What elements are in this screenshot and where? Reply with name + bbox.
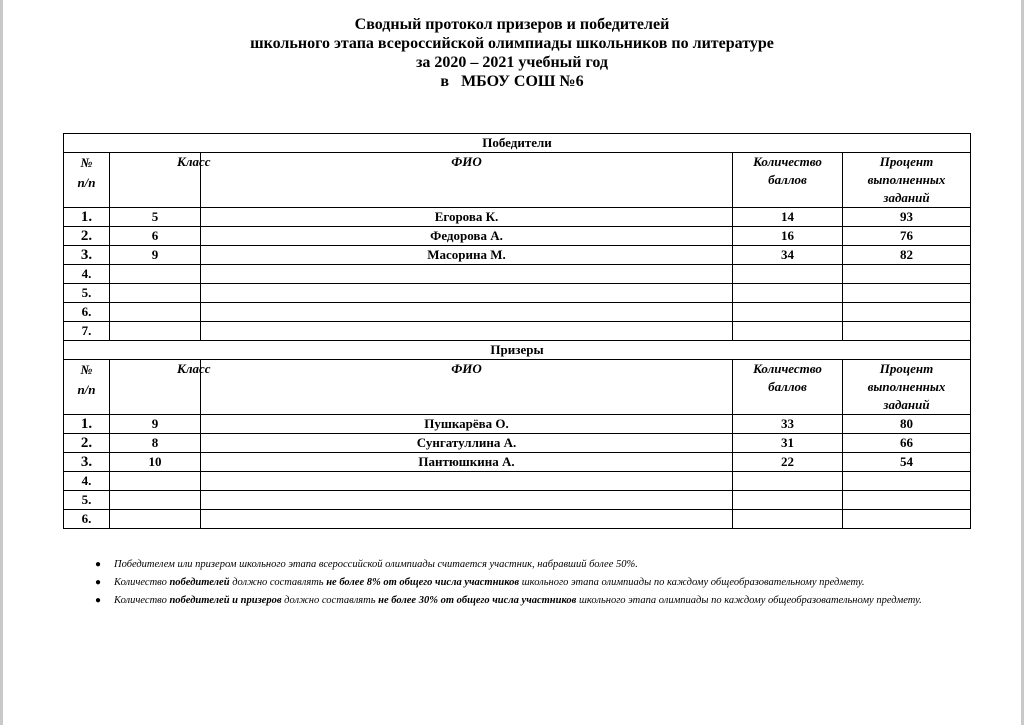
row-score: 14 [733, 208, 843, 227]
title-line-1: Сводный протокол призеров и победителей [354, 16, 670, 33]
row-fio [201, 303, 733, 322]
prizewinners-column-header [64, 360, 971, 415]
col-num-header: № п/п [64, 153, 110, 208]
bullet-icon: ● [95, 559, 102, 570]
row-fio: Сунгатуллина А. [201, 434, 733, 453]
winners-column-header [64, 153, 971, 208]
note-emphasis: не более 8% от общего числа участников [326, 577, 520, 588]
row-fio: Масорина М. [201, 246, 733, 265]
title-line-4: в МБОУ СОШ №6 [440, 73, 584, 90]
note-text: Количество [114, 577, 170, 588]
row-class [110, 322, 201, 341]
row-fio: Федорова А. [201, 227, 733, 246]
row-class [110, 472, 201, 491]
row-score: 33 [733, 415, 843, 434]
row-number: 2. [64, 434, 110, 453]
row-score [733, 322, 843, 341]
row-number: 3. [64, 453, 110, 472]
title-line-2: школьного этапа всероссийской олимпиады школьников по литературе [250, 35, 774, 52]
table-row [64, 303, 971, 322]
row-fio [201, 265, 733, 284]
row-number: 5. [64, 491, 110, 510]
row-fio: Пушкарёва О. [201, 415, 733, 434]
note-item [95, 593, 955, 609]
bullet-icon: ● [95, 595, 102, 606]
row-class [110, 303, 201, 322]
document-title [0, 15, 1024, 91]
note-text: Победителем или призером школьного этапа всероссийской олимпиады считается участник, набравший более 50%. [114, 559, 638, 570]
note-text: школьного этапа олимпиады по каждому общеобразовательному предмету. [519, 577, 865, 588]
row-class [110, 510, 201, 529]
row-fio [201, 472, 733, 491]
table-row [64, 472, 971, 491]
row-score: 31 [733, 434, 843, 453]
note-item [95, 557, 955, 573]
row-class: 10 [110, 453, 201, 472]
table-row [64, 434, 971, 453]
row-score: 16 [733, 227, 843, 246]
prizewinners-section [64, 341, 971, 529]
col-class-header: Класс [110, 153, 201, 208]
row-score: 22 [733, 453, 843, 472]
col-fio-header: ФИО [201, 153, 733, 208]
row-percent [843, 472, 971, 491]
table-row [64, 246, 971, 265]
row-score [733, 510, 843, 529]
table-row [64, 322, 971, 341]
table-row [64, 510, 971, 529]
note-text: Количество [114, 595, 170, 606]
row-percent: 80 [843, 415, 971, 434]
row-percent: 54 [843, 453, 971, 472]
row-number: 6. [64, 303, 110, 322]
row-class [110, 284, 201, 303]
note-emphasis: победителей [169, 577, 230, 588]
results-table [63, 133, 971, 529]
row-percent [843, 491, 971, 510]
row-percent: 93 [843, 208, 971, 227]
row-number: 6. [64, 510, 110, 529]
row-percent: 66 [843, 434, 971, 453]
row-number: 4. [64, 472, 110, 491]
row-class [110, 491, 201, 510]
note-text: должно составлять [229, 577, 327, 588]
prizewinners-heading: Призеры [64, 341, 971, 360]
row-number: 3. [64, 246, 110, 265]
row-number: 2. [64, 227, 110, 246]
page-left-edge [0, 0, 3, 725]
row-percent [843, 510, 971, 529]
col-class-header: Класс [110, 360, 201, 415]
row-score: 34 [733, 246, 843, 265]
row-percent [843, 265, 971, 284]
table-row [64, 265, 971, 284]
row-class: 9 [110, 246, 201, 265]
row-number: 7. [64, 322, 110, 341]
table-row [64, 415, 971, 434]
notes-list [95, 557, 955, 611]
row-score [733, 303, 843, 322]
table-row [64, 453, 971, 472]
col-num-header: № п/п [64, 360, 110, 415]
row-number: 4. [64, 265, 110, 284]
row-percent [843, 322, 971, 341]
row-number: 1. [64, 208, 110, 227]
row-score [733, 491, 843, 510]
row-class: 8 [110, 434, 201, 453]
title-line-3: за 2020 – 2021 учебный год [416, 54, 608, 71]
col-score-header: Количество баллов [733, 360, 843, 415]
table-row [64, 208, 971, 227]
row-percent [843, 303, 971, 322]
row-number: 1. [64, 415, 110, 434]
note-text: должно составлять [281, 595, 379, 606]
row-score [733, 265, 843, 284]
col-pct-header: Процент выполненных заданий [843, 360, 971, 415]
row-fio [201, 510, 733, 529]
row-percent [843, 284, 971, 303]
row-score [733, 284, 843, 303]
note-emphasis: победителей и призеров [169, 595, 282, 606]
row-score [733, 472, 843, 491]
row-class: 5 [110, 208, 201, 227]
table-row [64, 227, 971, 246]
row-class [110, 265, 201, 284]
winners-section [64, 134, 971, 341]
col-score-header: Количество баллов [733, 153, 843, 208]
row-percent: 82 [843, 246, 971, 265]
winners-heading: Победители [64, 134, 971, 153]
bullet-icon: ● [95, 577, 102, 588]
row-class: 6 [110, 227, 201, 246]
row-class: 9 [110, 415, 201, 434]
row-percent: 76 [843, 227, 971, 246]
col-fio-header: ФИО [201, 360, 733, 415]
row-number: 5. [64, 284, 110, 303]
table-row [64, 284, 971, 303]
note-text: школьного этапа олимпиады по каждому общеобразовательному предмету. [576, 595, 922, 606]
row-fio: Пантюшкина А. [201, 453, 733, 472]
row-fio [201, 491, 733, 510]
note-emphasis: не более 30% от общего числа участников [378, 595, 577, 606]
col-pct-header: Процент выполненных заданий [843, 153, 971, 208]
row-fio [201, 284, 733, 303]
row-fio [201, 322, 733, 341]
row-fio: Егорова К. [201, 208, 733, 227]
note-item [95, 575, 955, 591]
table-row [64, 491, 971, 510]
